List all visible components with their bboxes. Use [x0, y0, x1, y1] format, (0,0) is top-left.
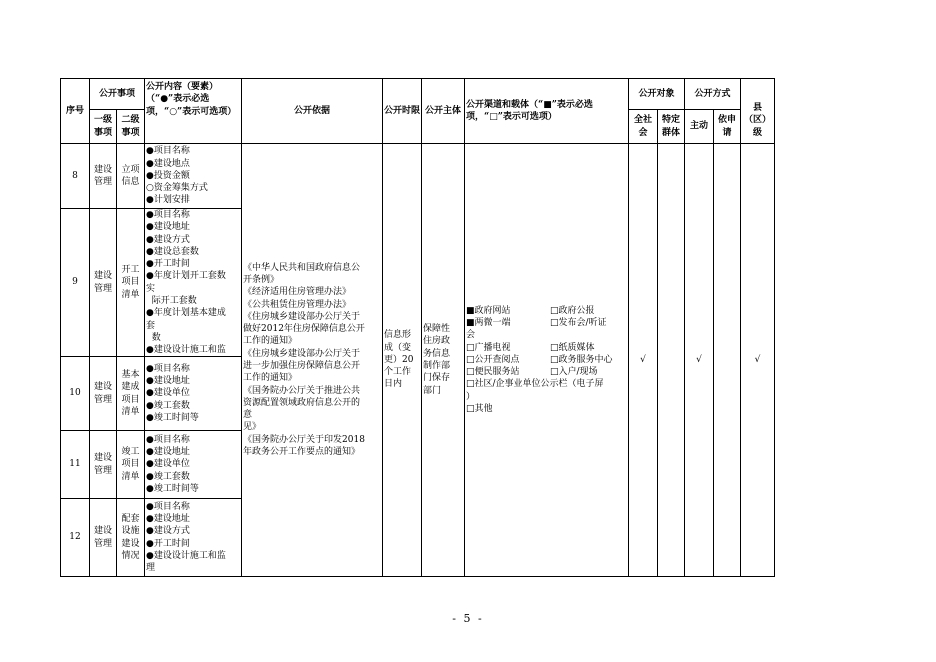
header-target-specific: 特定群体 — [658, 110, 685, 144]
page-number: - 5 - — [452, 612, 484, 625]
disclosure-table — [60, 78, 775, 577]
row-level1: 建设管理 — [90, 209, 117, 357]
row-content: ●项目名称 ●建设地址 ●建设单位 ●竣工套数 ●竣工时间等 — [145, 431, 242, 499]
row-seq: 11 — [61, 431, 90, 499]
header-method-request: 依申请 — [714, 110, 741, 144]
mark-county: √ — [741, 144, 775, 577]
mark-all: √ — [629, 144, 658, 577]
header-seq: 序号 — [61, 79, 90, 144]
row-content: ●项目名称 ●建设地址 ●建设方式 ●开工时间 ●建设设计施工和监 理 — [145, 499, 242, 577]
header-level: 县（区）级 — [741, 79, 775, 144]
row-level2: 立项信息 — [117, 144, 145, 209]
header-items: 公开事项 — [90, 79, 145, 110]
header-target: 公开对象 — [629, 79, 685, 110]
row-seq: 10 — [61, 357, 90, 431]
time-limit-cell: 信息形 成（变 更）20 个工作 日内 — [383, 144, 422, 577]
row-level1: 建设管理 — [90, 499, 117, 577]
row-level1: 建设管理 — [90, 431, 117, 499]
header-channel: 公开渠道和载体（“■”表示必选项，“□”表示可选项） — [465, 79, 629, 144]
header-level2: 二级事项 — [117, 110, 145, 144]
row-level2: 基本建成项目清单 — [117, 357, 145, 431]
row-seq: 9 — [61, 209, 90, 357]
subject-cell: 保障性 住房政 务信息 制作部 门保存 部门 — [422, 144, 465, 577]
row-level1: 建设管理 — [90, 144, 117, 209]
header-method-active: 主动 — [685, 110, 714, 144]
header-time-limit: 公开时限 — [383, 79, 422, 144]
row-level1: 建设管理 — [90, 357, 117, 431]
row-content: ●项目名称 ●建设地点 ●投资金额 ○资金筹集方式 ●计划安排 — [145, 144, 242, 209]
channel-cell: ■政府网站 □政府公报 ■两微一端 □发布会/听证 会 □广播电视 □纸质媒体 □公开查阅点 □政务服务中心 □便民服务站 □入户/现场 □社区/企事业单位公示栏（电子屏 ） □其他 — [465, 144, 629, 577]
header-method: 公开方式 — [685, 79, 741, 110]
header-level1: 一级事项 — [90, 110, 117, 144]
row-level2: 开工项目清单 — [117, 209, 145, 357]
mark-request — [714, 144, 741, 577]
header-basis: 公开依据 — [242, 79, 383, 144]
row-seq: 8 — [61, 144, 90, 209]
mark-specific — [658, 144, 685, 577]
mark-active: √ — [685, 144, 714, 577]
table-row — [61, 144, 775, 209]
header-subject: 公开主体 — [422, 79, 465, 144]
row-seq: 12 — [61, 499, 90, 577]
row-content: ●项目名称 ●建设地址 ●建设方式 ●建设总套数 ●开工时间 ●年度计划开工套数 实 际开工套数 ●年度计划基本建成 套 数 ●建设设计施工和监 — [145, 209, 242, 357]
row-content: ●项目名称 ●建设地址 ●建设单位 ●竣工套数 ●竣工时间等 — [145, 357, 242, 431]
basis-cell: 《中华人民共和国政府信息公 开条例》 《经济适用住房管理办法》 《公共租赁住房管理办法》 《住房城乡建设部办公厅关于 做好2012年住房保障信息公开 工作的通知》 《住房城乡建设部办公厅关于 进一步加强住房保障信息公开 工作的通知》 《国务院办公厅关于推进公共 资源配置领域政府信息公开的 意 见》 《国务院办公厅关于印发2018 年政务公开工作要点的通知》 — [242, 144, 383, 577]
row-level2: 竣工项目清单 — [117, 431, 145, 499]
header-content: 公开内容（要素）（“●”表示必选项，“○”表示可选项） — [145, 79, 242, 144]
header-target-all: 全社会 — [629, 110, 658, 144]
row-level2: 配套设施建设情况 — [117, 499, 145, 577]
